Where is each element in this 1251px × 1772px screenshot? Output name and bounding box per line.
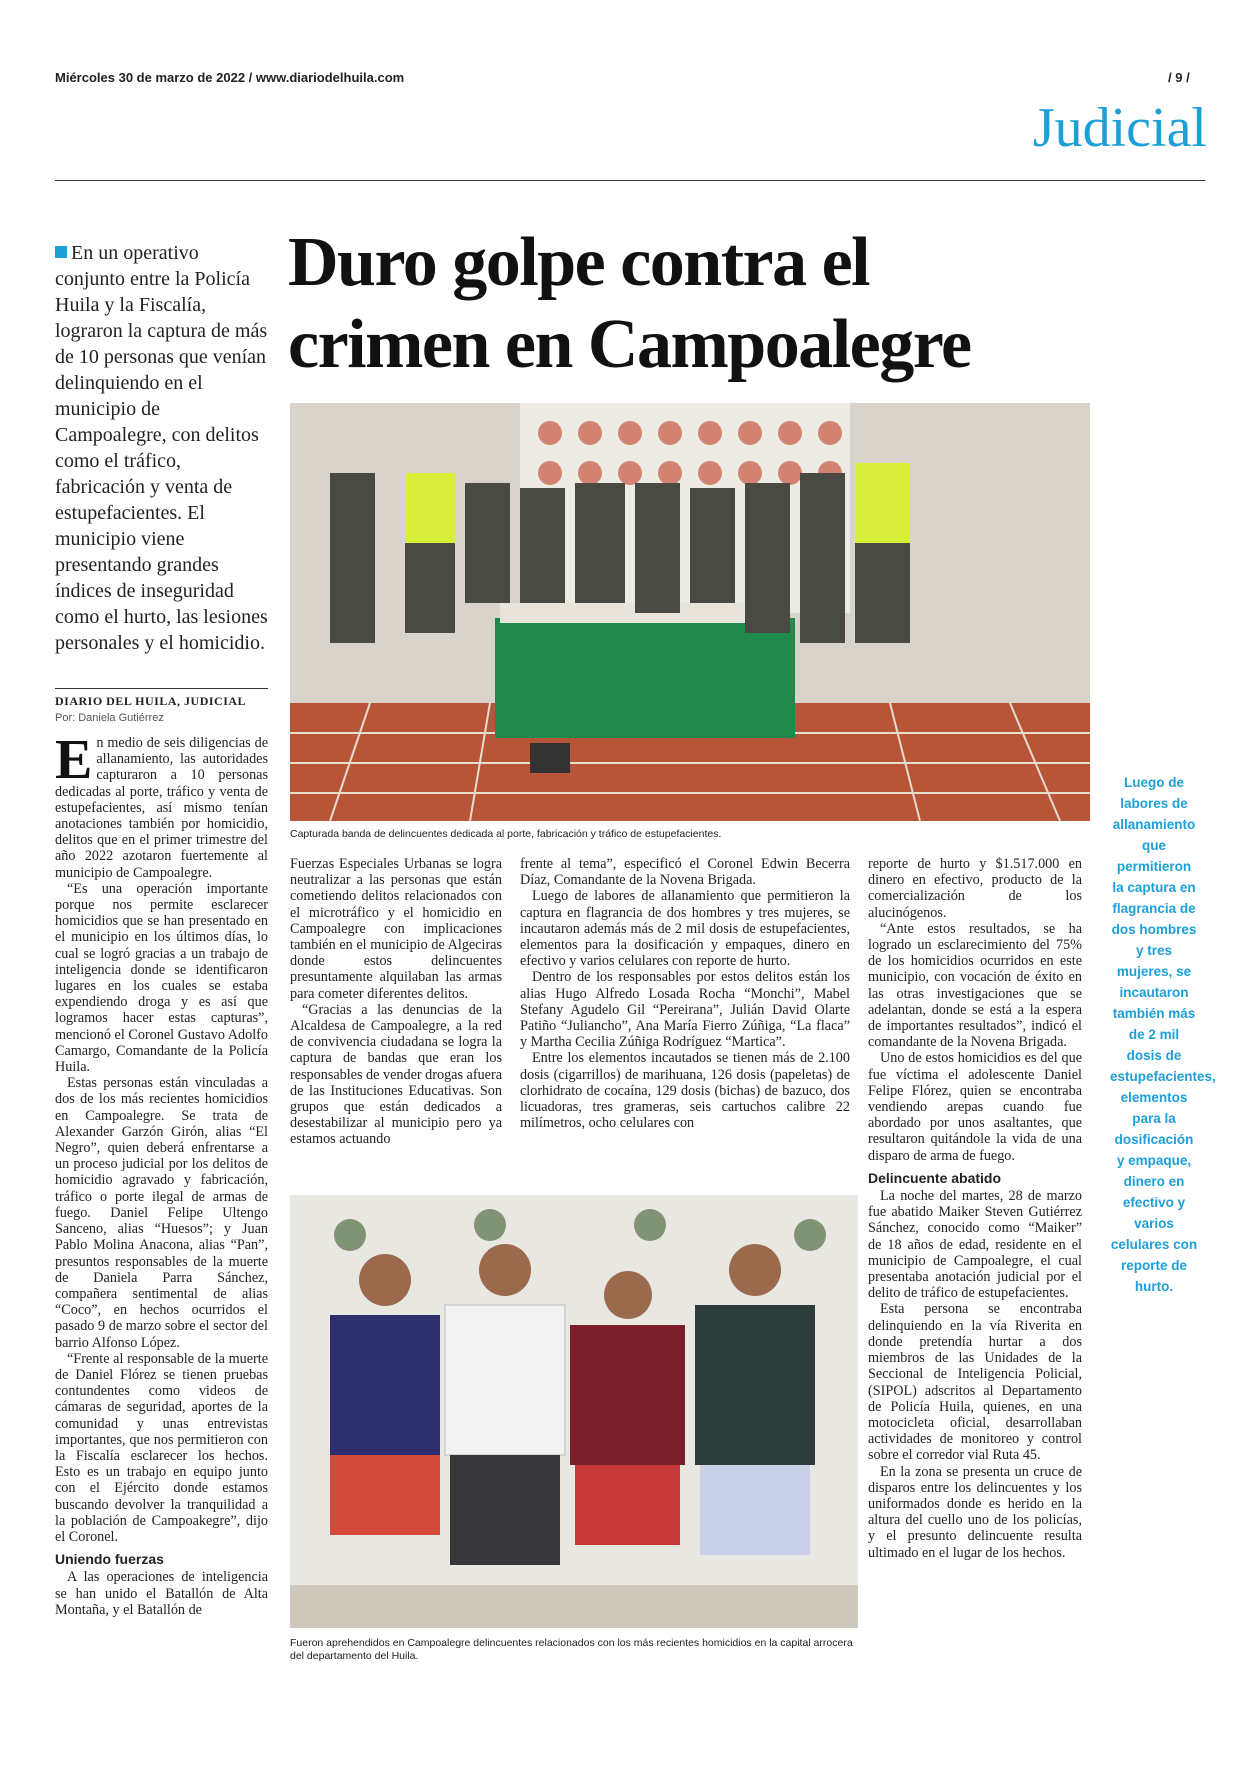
col3-paragraph-4: Entre los elementos incautados se tienen más de 2.100 dosis (cigarrillos) de marihuana, 126 dosis (papeletas) de clorhidrato de cocaína, 129 dosis (bichas) de bazuco, dos licuadoras, tres grameras, seis cartuchos calibre 22 milímetros, ocho celulares con xyxy=(520,1050,850,1132)
article-column-4 xyxy=(868,856,1082,1561)
col4-paragraph-6: En la zona se presenta un cruce de disparos entre los delincuentes y los uniformados donde es herido en la altura del cuello uno de los policías, y el presunto delincuente resulta ultimado en el lugar de los hechos. xyxy=(868,1463,1082,1561)
article-column-2 xyxy=(290,856,502,1148)
photo-captured-gang xyxy=(290,403,1090,821)
col1-paragraph-2: “Es una operación importante porque nos permite esclarecer homicidios que se han presentado en el municipio en los últimos días, lo cual se logró gracias a un trabajo de inteligencia donde se identificaron lugares en los cuales se estaba expendiendo droga y es así que logramos hacer estas capturas”, mencionó el Coronel Gustavo Adolfo Camargo, Comandante de la Policía Huila. xyxy=(55,880,268,1076)
col4-paragraph-2: “Ante estos resultados, se ha logrado un esclarecimiento del 75% de los homicidios ocurridos en este municipio, con vocación de éxito en las otras investigaciones que se adelantan, donde se está a la espera de importantes resultados”, indicó el comandante de la Novena Brigada. xyxy=(868,920,1082,1051)
col2-paragraph-2: “Gracias a las denuncias de la Alcaldesa de Campoalegre, a la red de convivencia ciudadana se logra la captura de bandas que eran los responsables de vender drogas afuera de las Instituciones Educativas. Son grupos que están dedicados a desestabilizar al municipio pero ya estamos actuando xyxy=(290,1001,502,1148)
col4-paragraph-1: reporte de hurto y $1.517.000 en dinero en efectivo, producto de la comercialización de los alucinógenos. xyxy=(868,856,1082,921)
headline xyxy=(288,222,1208,386)
subhead-delincuente-abatido: Delincuente abatido xyxy=(868,1169,1002,1186)
byline-rule xyxy=(55,688,268,689)
photo-2-illustration xyxy=(290,1195,858,1628)
byline: DIARIO DEL HUILA, JUDICIAL xyxy=(55,694,247,708)
col2-paragraph-1: Fuerzas Especiales Urbanas se logra neutralizar a las personas que están cometiendo delitos relacionados con el microtráfico y el homicidio en Campoalegre con implicaciones también en el municipio de Algeciras donde estos delincuentes presuntamente alquilaban las armas para cometer diferentes delitos. xyxy=(290,856,502,1002)
col1-paragraph-1: n medio de seis diligencias de allanamiento, las autoridades capturaron a 10 personas dedicadas al porte, tráfico y venta de estupefacientes, así mismo tenían anotaciones también por homicidio, delitos que en el primer trimestre del año 2022 azotaron fuertemente al municipio de Campoalegre. xyxy=(55,735,268,881)
section-title: Judicial xyxy=(1032,97,1207,159)
photo-2-caption: Fueron aprehendidos en Campoalegre delincuentes relacionados con los más recientes homicidios en la capital arrocera del departamento del Huila. xyxy=(290,1637,853,1662)
col3-paragraph-1: frente al tema”, especificó el Coronel Edwin Becerra Díaz, Comandante de la Novena Brigada. xyxy=(520,856,850,889)
col4-paragraph-3: Uno de estos homicidios es del que fue víctima el adolescente Daniel Felipe Flórez, quien se encontraba vendiendo arepas cuando fue abordado por unos asaltantes, que resultaron quitándole la vida de una disparo de arma de fuego. xyxy=(868,1050,1082,1164)
drop-cap: E xyxy=(55,729,93,791)
headline-line-2: crimen en Campoalegre xyxy=(288,306,971,383)
accent-square-icon xyxy=(55,246,67,258)
col1-paragraph-3: Estas personas están vinculadas a dos de los más recientes homicidios en Campoalegre. Se trata de Alexander Garzón Girón, alias “El Negro”, quien deberá enfrentarse a un proceso judicial por los delitos de homicidio agravado y fabricación, tráfico o porte ilegal de armas de fuego. Daniel Felipe Ultengo Sanceno, alias “Huesos”; y Juan Pablo Molina Anacona, alias “Pan”, presuntos responsables de la muerte de Daniela Parra Sánchez, compañera sentimental de alias “Coco”, en hechos ocurridos el pasado 9 de marzo sobre el sector del barrio Alfonso López. xyxy=(55,1075,268,1351)
header-date-site: Miércoles 30 de marzo de 2022 / www.diariodelhuila.com xyxy=(55,70,405,85)
author: Por: Daniela Gutiérrez xyxy=(55,712,164,724)
col4-paragraph-5: Esta persona se encontraba delinquiendo en la vía Riverita en donde pretendía hurtar a dos miembros de las Unidades de la Seccional de Inteligencia Policial, (SIPOL) adscritos al Departamento de Policía Huila, quienes, en una motocicleta oficial, desarrollaban actividades de monitoreo y control sobre el corredor vial Ruta 45. xyxy=(868,1301,1082,1464)
col1-paragraph-4: “Frente al responsable de la muerte de Daniel Flórez se tienen pruebas contundentes como videos de cámaras de seguridad, aportes de la comunidad y unas entrevistas importantes, que nos permitieron con la Fiscalía esclarecer los hechos. Esto es un trabajo en equipo junto con el Ejército donde estamos buscando devolver la tranquilidad a la población de Campoakegre”, dijo el Coronel. xyxy=(55,1350,268,1545)
intro-deck xyxy=(55,240,270,656)
photo-1-caption: Capturada banda de delincuentes dedicada al porte, fabricación y tráfico de estupefacientes. xyxy=(290,828,722,840)
col3-paragraph-2: Luego de labores de allanamiento que permitieron la captura en flagrancia de dos hombres y tres mujeres, se incautaron además más de 2 mil dosis de estupefacientes, elementos para la dosificación y empaques, dinero en efectivo y varios celulares con reporte de hurto. xyxy=(520,888,850,970)
headline-line-1: Duro golpe contra el xyxy=(288,224,870,301)
article-column-1 xyxy=(55,729,268,1618)
sidebar-pull-quote: Luego de labores de allanamiento que permitieron la captura en flagrancia de dos hombres y tres mujeres, se incautaron también más de 2 mil dosis de estupefacientes, elementos para la dosificación y empaque, dinero en efectivo y varios celulares con reporte de hurto. xyxy=(1110,775,1216,1294)
col3-paragraph-3: Dentro de los responsables por estos delitos están los alias Hugo Alfredo Losada Rocha “Monchi”, Mabel Stefany Agudelo Gil “Pereirana”, Julián David Olarte Patiño “Juliancho”, Ana María Fierro Zúñiga, “La flaca” y Martha Cecilia Zúñiga Rodríguez “Martica”. xyxy=(520,969,850,1051)
col1-paragraph-5: A las operaciones de inteligencia se han unido el Batallón de Alta Montaña, y el Batallón de xyxy=(55,1569,268,1618)
intro-text: En un operativo conjunto entre la Policía Huila y la Fiscalía, lograron la captura de más de 10 personas que venían delinquiendo en el municipio de Campoalegre, con delitos como el tráfico, fabricación y venta de estupefacientes. El municipio viene presentando grandes índices de inseguridad como el hurto, las lesiones personales y el homicidio. xyxy=(55,242,268,654)
page-number: / 9 / xyxy=(1168,70,1190,85)
photo-1-illustration xyxy=(290,403,1090,821)
header-rule xyxy=(55,180,1205,181)
photo-arrested-men xyxy=(290,1195,858,1628)
article-column-3 xyxy=(520,856,850,1131)
col4-paragraph-4: La noche del martes, 28 de marzo fue abatido Maiker Steven Gutiérrez Sánchez, conocido como “Maiker” de 18 años de edad, residente en el municipio de Campoalegre, el cual presentaba anotación judicial por el delito de tráfico de estupefacientes. xyxy=(868,1188,1082,1302)
subhead-uniendo-fuerzas: Uniendo fuerzas xyxy=(55,1551,164,1568)
